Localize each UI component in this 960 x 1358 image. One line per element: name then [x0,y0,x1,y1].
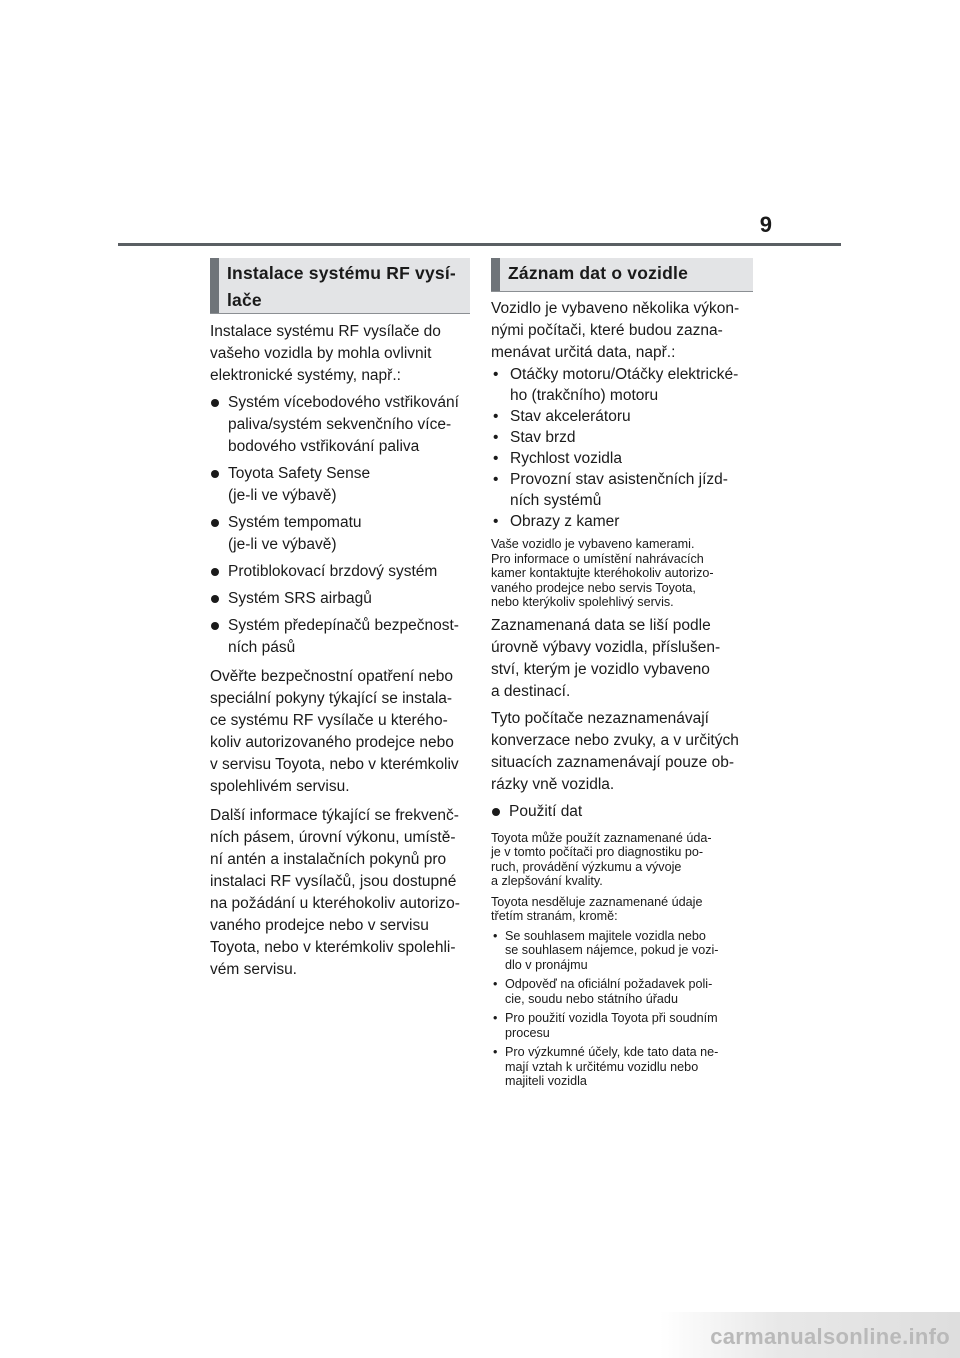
bullet-dot-icon [211,568,219,576]
text-line: instalaci RF vysílačů, jsou dostupné [210,873,457,890]
text-line: Toyota může použít zaznamenané úda- [491,830,712,845]
list-item [491,929,753,973]
list-item [491,469,753,511]
list-item [491,511,753,532]
text-line: Použití dat [509,802,583,820]
text-line: dlo v pronájmu [505,957,588,972]
dash-bullet-icon: • [493,450,499,467]
right-column [491,258,753,1089]
watermark [660,1312,960,1358]
text-line: Systém SRS airbagů [228,590,372,607]
text-line: koliv autorizovaného prodejce nebo [210,734,454,751]
text-line: (je-li ve výbavě) [228,536,337,553]
bullet-dot-icon [211,470,219,478]
text-line: majiteli vozidla [505,1074,587,1088]
page-number: 9 [759,212,772,237]
text-line: Zaznamenaná data se liší podle [491,616,711,634]
text-line: nými počítači, které budou zazna- [491,322,723,339]
text-line: paliva/systém sekvenčního více- [228,416,452,433]
dash-bullet-icon: • [493,1045,498,1059]
data-variation-paragraph [491,615,753,703]
list-item [210,588,470,610]
text-line: a zlepšování kvality. [491,874,603,888]
text-line: Pro výzkumné účely, kde tato data ne- [505,1045,719,1059]
text-line: v servisu Toyota, nebo v kterémkoliv [210,756,459,773]
heading-line: Záznam dat o vozidle [508,263,688,283]
text-line: Provozní stav asistenčních jízd- [510,471,728,488]
text-line: konverzace nebo zvuky, a v určitých [491,731,739,749]
text-line: Systém vícebodového vstřikování [228,394,459,411]
list-item [491,1045,753,1089]
list-item [491,364,753,406]
list-item [491,801,753,823]
text-line: menávat určitá data, např.: [491,344,676,361]
text-line: Pro použití vozidla Toyota při soudním [505,1011,718,1025]
text-line: mají vztah k určitému vozidlu nebo [505,1059,699,1074]
text-line: ství, kterým je vozidlo vybaveno [491,660,710,678]
share-note [491,895,753,924]
list-item [210,512,470,556]
dash-bullet-icon: • [493,429,499,446]
watermark-text: carmanualsonline.info [710,1324,950,1349]
text-line: ních pásů [228,639,296,656]
text-line: Toyota nesděluje zaznamenané údaje [491,894,703,909]
list-item [491,448,753,469]
text-line: kamer kontaktujte kteréhokoliv autorizo- [491,566,714,580]
dash-bullet-icon: • [493,471,499,488]
list-item [491,977,753,1006]
text-line: vaného prodejce nebo servis Toyota, [491,580,696,595]
left-column [210,258,470,981]
text-line: ních pásem, úrovní výkonu, umístě- [210,829,456,846]
dash-bullet-icon: • [493,1011,498,1025]
section-heading-rf [210,258,470,313]
text-line: nebo kterýkoliv spolehlivý servis. [491,595,674,609]
list-item [491,1011,753,1040]
text-line: Stav akcelerátoru [510,408,631,425]
text-line: Systém předepínačů bezpečnost- [228,617,459,634]
dash-bullet-icon: • [493,366,499,383]
text-line: bodového vstřikování paliva [228,438,420,455]
dash-bullet-icon: • [493,408,499,425]
text-line: Otáčky motoru/Otáčky elektrické- [510,366,739,383]
text-line: Obrazy z kamer [510,513,620,530]
safety-paragraph [210,666,470,798]
text-line: a destinací. [491,682,571,700]
text-line: vém servisu. [210,961,297,978]
text-line: se souhlasem nájemce, pokud je vozi- [505,943,719,957]
list-item [491,406,753,427]
bullet-dot-icon [211,399,219,407]
text-line: ní antén a instalačních pokynů pro [210,851,447,868]
text-line: Instalace systému RF vysílače do [210,323,441,340]
text-line: ho (trakčního) motoru [510,387,659,404]
text-line: Tyto počítače nezaznamenávají [491,709,709,727]
text-line: Se souhlasem majitele vozidla nebo [505,928,706,943]
text-line: úrovně výbavy vozidla, příslušen- [491,638,721,656]
text-line: procesu [505,1025,550,1040]
text-line: Systém tempomatu [228,514,362,531]
list-item [210,392,470,458]
bullet-dot-icon [211,595,219,603]
list-item [210,561,470,583]
text-line: Ověřte bezpečnostní opatření nebo [210,668,453,685]
text-line: rázky vně vozidla. [491,775,615,793]
bullet-dot-icon [211,622,219,630]
text-line: ních systémů [510,492,602,509]
text-line: Rychlost vozidla [510,450,622,467]
bullet-dot-icon [492,808,500,816]
text-line: Další informace týkající se frekvenč- [210,807,459,824]
text-line: je v tomto počítači pro diagnostiku po- [491,845,704,859]
section-heading-data-recording [491,258,753,291]
text-line: Toyota Safety Sense [228,465,371,482]
list-item [210,615,470,659]
bullet-dot-icon [211,519,219,527]
heading-line: lače [227,290,262,310]
dash-bullet-icon: • [493,928,498,943]
dash-bullet-icon: • [493,977,498,991]
recording-intro-paragraph [491,298,753,364]
text-line: (je-li ve výbavě) [228,487,337,504]
header-rule [118,243,841,246]
list-item [491,427,753,448]
text-line: Odpověď na oficiální požadavek poli- [505,977,713,991]
text-line: ce systému RF vysílače u kterého- [210,712,448,729]
heading-line: Instalace systému RF vysí- [227,263,456,283]
text-line: vašeho vozidla by mohla ovlivnit [210,345,432,362]
text-line: na požádání u kteréhokoliv autorizo- [210,895,460,912]
camera-note [491,537,753,610]
text-line: Stav brzd [510,429,576,446]
dash-bullet-icon: • [493,513,499,530]
text-line: ruch, provádění výzkumu a vývoje [491,859,682,874]
text-line: elektronické systémy, např.: [210,367,401,384]
list-item [210,463,470,507]
text-line: speciální pokyny týkající se instala- [210,690,453,707]
text-line: spolehlivém servisu. [210,778,350,795]
text-line: třetím stranám, kromě: [491,909,618,923]
rf-intro-paragraph [210,321,470,387]
text-line: situacích zaznamenávají pouze ob- [491,753,734,771]
info-paragraph [210,805,470,981]
text-line: Protiblokovací brzdový systém [228,563,438,580]
text-line: Pro informace o umístění nahrávacích [491,551,704,566]
text-line: Toyota, nebo v kterémkoliv spolehli- [210,939,456,956]
computers-paragraph [491,708,753,796]
text-line: cie, soudu nebo státního úřadu [505,991,678,1006]
text-line: vaného prodejce nebo v servisu [210,917,429,934]
text-line: Vozidlo je vybaveno několika výkon- [491,300,740,317]
use-note [491,831,753,889]
text-line: Vaše vozidlo je vybaveno kamerami. [491,537,695,551]
